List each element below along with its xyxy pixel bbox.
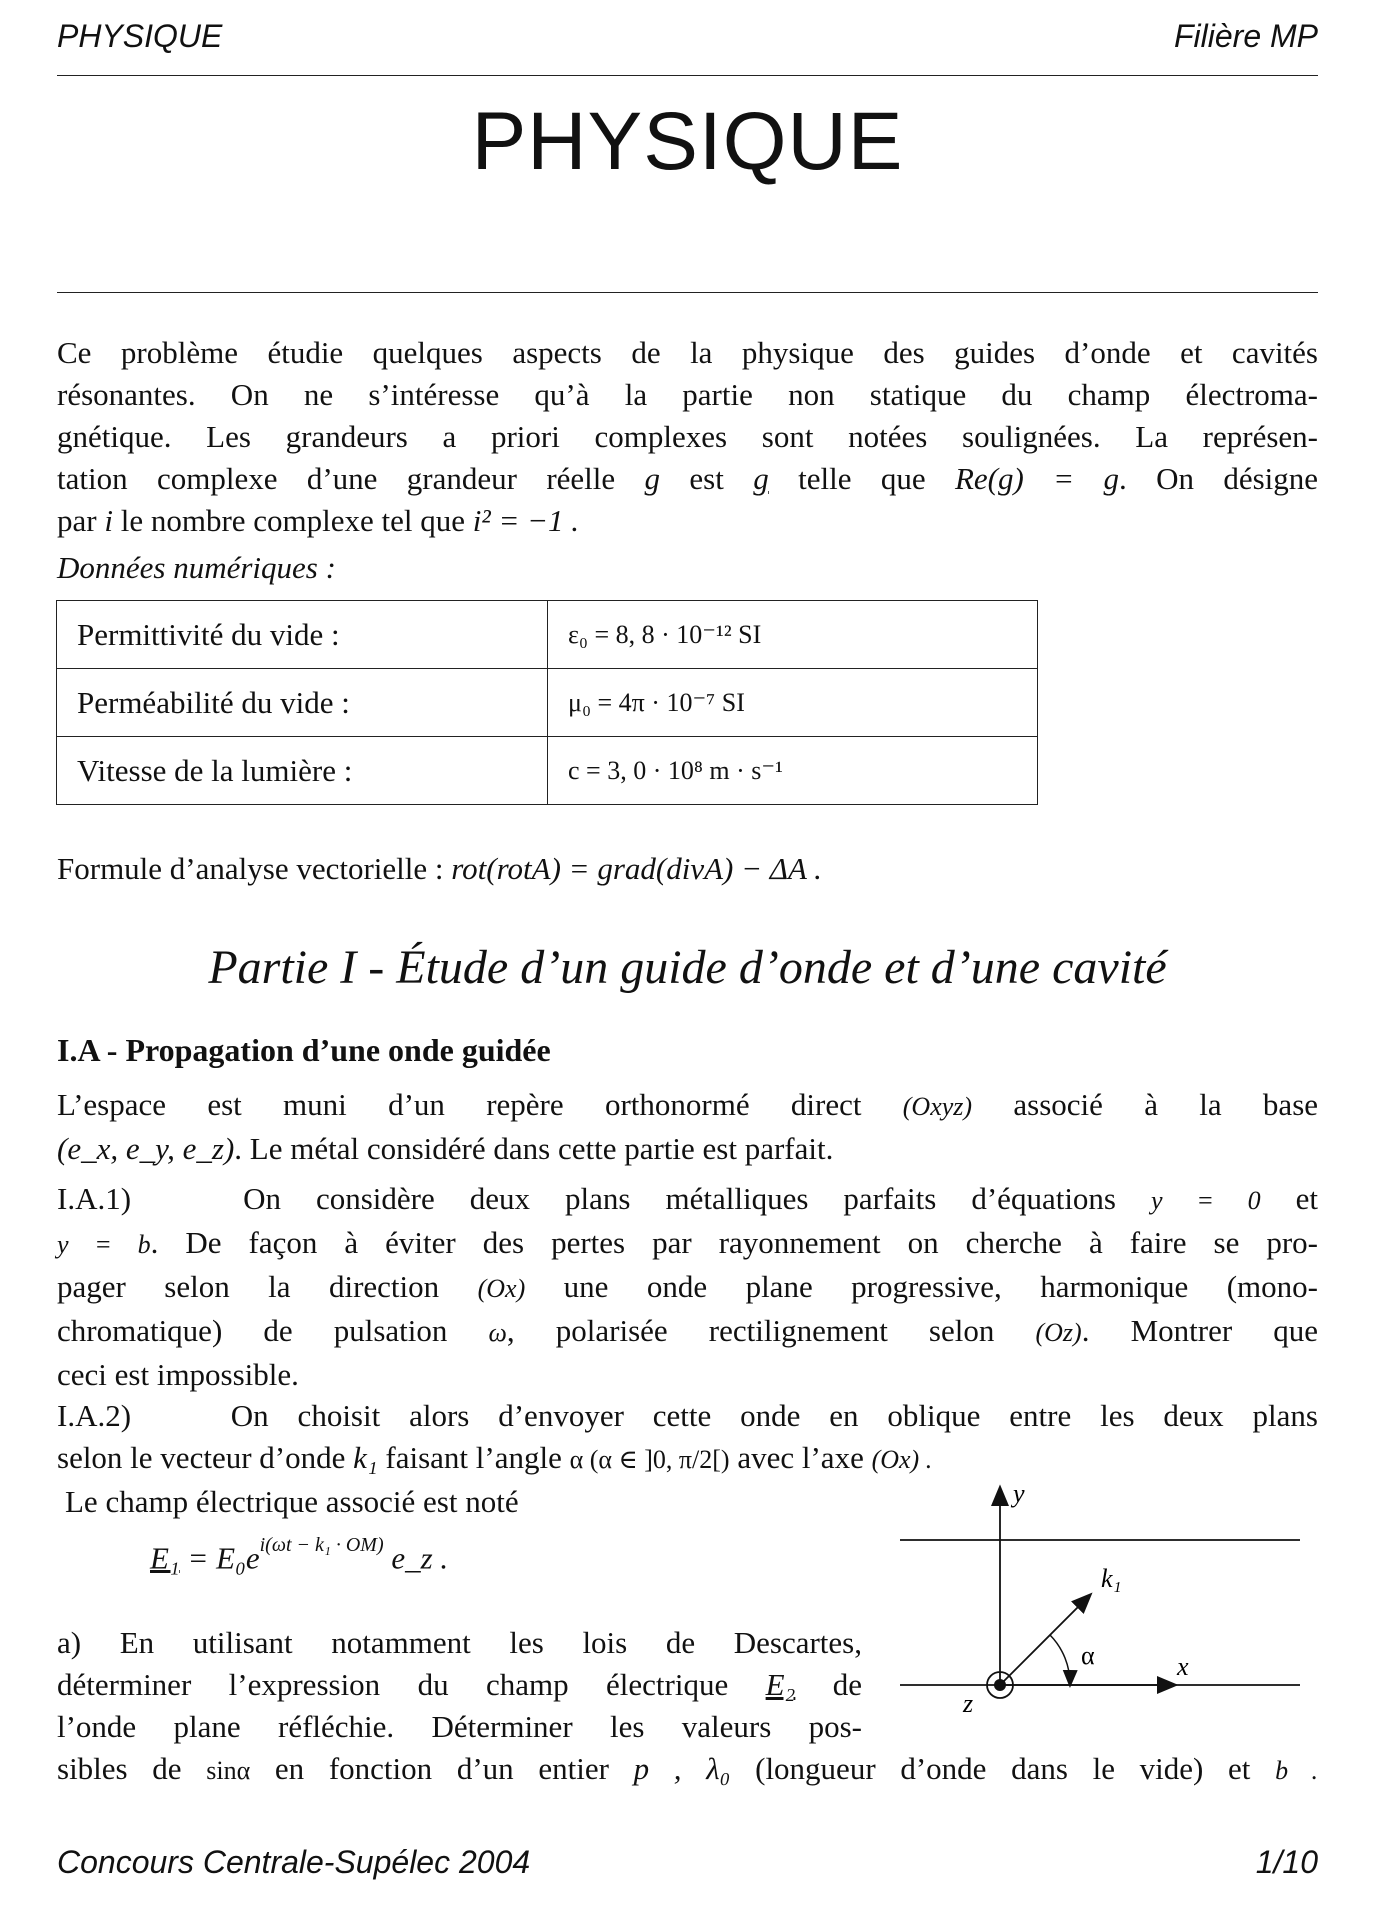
intro-line-5: par i le nombre complexe tel que i² = −1 .	[57, 503, 580, 538]
ia-intro-line-1: L’espace est muni d’un repère orthonormé direct (Oxyz) associé à la base	[57, 1087, 1319, 1122]
question-number: I.A.1)	[57, 1181, 132, 1216]
ia-intro-line-2: (e_x, e_y, e_z). Le métal considéré dans cette partie est parfait.	[57, 1131, 834, 1166]
question-number: I.A.2)	[57, 1398, 132, 1433]
ia2-line-3: Le champ électrique associé est noté	[65, 1484, 519, 1519]
table-cell-value: c = 3, 0 · 10⁸ m · s⁻¹	[548, 737, 1038, 805]
table-row	[57, 737, 1038, 805]
table-cell-label: Permittivité du vide :	[57, 601, 548, 669]
table-row	[57, 601, 1038, 669]
header-track: Filière MP	[1173, 18, 1318, 54]
field-e2: E₂	[765, 1667, 796, 1702]
vector-formula-expression: rot(rotA) = grad(divA) − ΔA .	[451, 851, 822, 886]
title-rule	[57, 292, 1318, 293]
numeric-data-table	[56, 600, 1038, 805]
intro-line-1: Ce problème étudie quelques aspects de la physique des guides d’onde et cavités	[57, 335, 1318, 370]
qa-line-2: déterminer l’expression du champ électrique E₂ de	[57, 1667, 863, 1702]
vector-formula	[57, 848, 1318, 890]
part-title: Partie I - Étude d’un guide d’onde et d’une cavité	[208, 941, 1167, 994]
qa-line-3: l’onde plane réfléchie. Déterminer les valeurs pos-	[57, 1709, 862, 1744]
figure-label-y: y	[1013, 1480, 1025, 1508]
equation-re: Re(g) = g	[954, 461, 1119, 496]
wave-vector-k1: k₁	[353, 1440, 378, 1475]
figure-label-alpha: α	[1081, 1641, 1095, 1670]
numeric-data-heading: Données numériques :	[57, 550, 336, 585]
qa-line-4: sibles de sinα en fonction d’un entier p , λ₀ (longueur d’onde dans le vide) et b .	[57, 1751, 1319, 1786]
question-ia1	[57, 1178, 1318, 1396]
question-a	[57, 1622, 862, 1748]
header-rule	[57, 75, 1318, 76]
angle-alpha-arc	[1050, 1635, 1070, 1685]
footer-page-number: 1/10	[1255, 1844, 1318, 1880]
ia2-line-2: selon le vecteur d’onde k₁ faisant l’angle α (α ∈ ]0, π/2[) avec l’axe (Ox) .	[57, 1440, 933, 1475]
ia1-line-1: I.A.1) On considère deux plans métalliques parfaits d’équations y = 0 et	[57, 1181, 1319, 1216]
intro-line-3: gnétique. Les grandeurs a priori complexes sont notées soulignées. La représen-	[57, 419, 1318, 454]
qa-line-1: a) En utilisant notamment les lois de Descartes,	[57, 1625, 862, 1660]
table-cell-label: Perméabilité du vide :	[57, 669, 548, 737]
header-subject: PHYSIQUE	[57, 18, 223, 54]
ia2-line-1: I.A.2) On choisit alors d’envoyer cette onde en oblique entre les deux plans	[57, 1398, 1318, 1433]
ia1-line-3: pager selon la direction (Ox) une onde plane progressive, harmonique (mono-	[57, 1269, 1318, 1304]
equation-i-squared: i² = −1 .	[472, 503, 580, 538]
figure-label-z: z	[963, 1689, 974, 1718]
figure-label-x: x	[1177, 1652, 1189, 1681]
waveguide-figure	[895, 1480, 1315, 1725]
table-cell-label: Vitesse de la lumière :	[57, 737, 548, 805]
ia-intro-paragraph	[57, 1084, 1318, 1170]
symbol-i: i	[104, 503, 113, 538]
table-row	[57, 669, 1038, 737]
ia1-line-5: ceci est impossible.	[57, 1357, 299, 1392]
intro-paragraph	[57, 332, 1318, 542]
table-cell-value: μ₀ = 4π · 10⁻⁷ SI	[548, 669, 1038, 737]
intro-line-2: résonantes. On ne s’intéresse qu’à la partie non statique du champ électroma-	[57, 377, 1318, 412]
section-title: I.A - Propagation d’une onde guidée	[57, 1032, 551, 1068]
table-cell-value: ε₀ = 8, 8 · 10⁻¹² SI	[548, 601, 1038, 669]
symbol-g-complex: g	[753, 461, 769, 496]
vector-formula-label: Formule d’analyse vectorielle :	[57, 851, 444, 886]
ia1-line-2: y = b. De façon à éviter des pertes par rayonnement on cherche à faire se pro-	[57, 1225, 1318, 1260]
page-title: PHYSIQUE	[471, 96, 904, 187]
symbol-g: g	[644, 461, 661, 496]
z-axis-dot	[994, 1679, 1006, 1691]
ia1-line-4: chromatique) de pulsation ω, polarisée rectilignement selon (Oz). Montrer que	[57, 1313, 1319, 1348]
intro-line-4: tation complexe d’une grandeur réelle g est g telle que Re(g) = g. On désigne	[57, 461, 1319, 496]
figure-label-k1: k₁	[1101, 1564, 1122, 1593]
equation-e1: $E_1 = E_0e^{i(\omega t - k_1 \cdot OM)}$ e_z .	[150, 1534, 449, 1576]
footer-exam: Concours Centrale-Supélec 2004	[57, 1844, 531, 1880]
k1-vector-arrow	[1000, 1595, 1090, 1685]
